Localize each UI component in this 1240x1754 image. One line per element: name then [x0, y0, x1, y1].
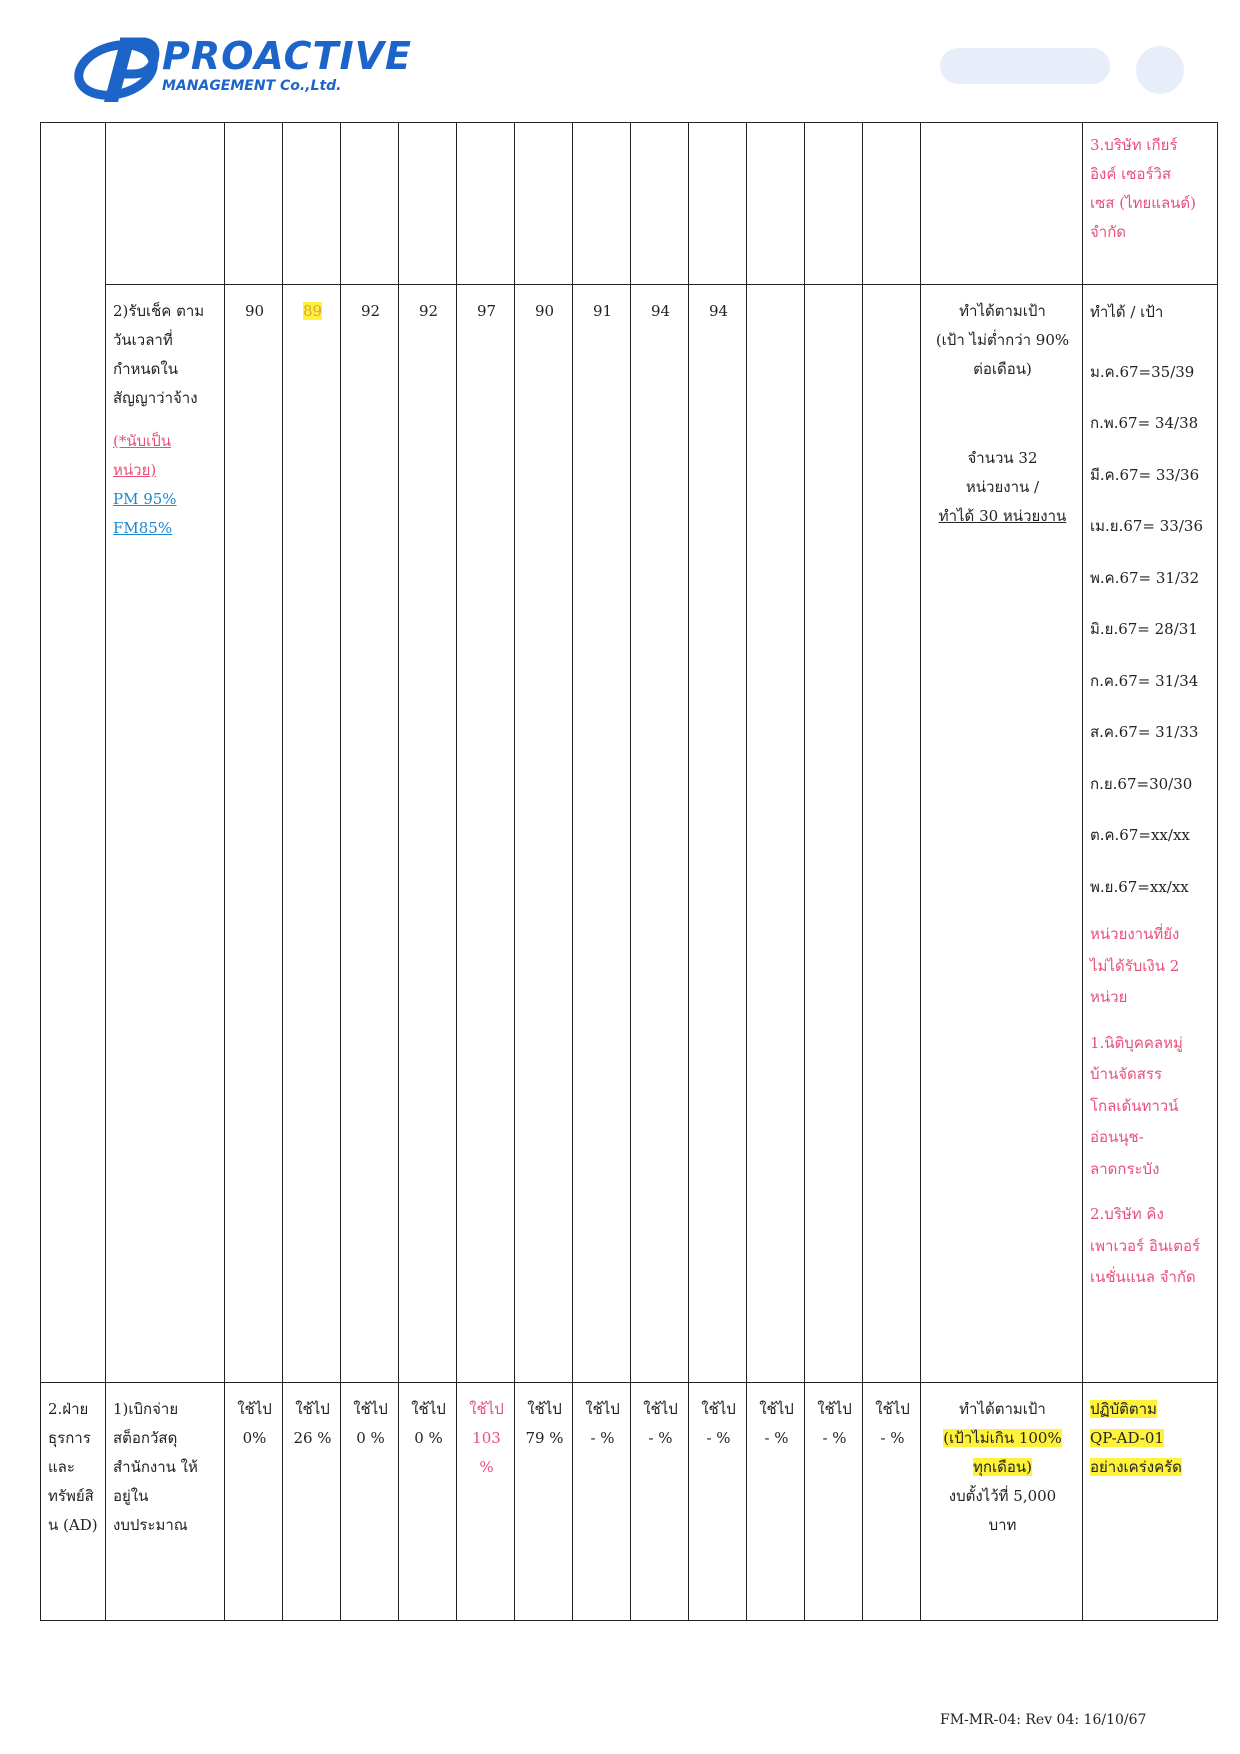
- indicator-note: หน่วย): [113, 461, 157, 479]
- used-value: 0 %: [414, 1429, 443, 1447]
- company-logo: [74, 30, 412, 110]
- result-item: พ.ค.67= 31/32: [1090, 568, 1200, 587]
- month-cell: [805, 1383, 863, 1621]
- indicator-line: สัญญาว่าจ้าง: [113, 389, 198, 407]
- month-cell: [341, 1383, 399, 1621]
- note-highlight: อย่างเคร่งครัด: [1090, 1458, 1182, 1476]
- used-value: - %: [648, 1429, 673, 1447]
- table-row: [41, 1383, 1218, 1621]
- target-line: หน่วยงาน /: [965, 478, 1040, 496]
- used-label: ใช้ไป: [875, 1400, 910, 1418]
- month-cell: [457, 123, 515, 285]
- indicator-line: วันเวลาที่: [113, 331, 173, 349]
- month-cell: [747, 123, 805, 285]
- month-value-highlighted: [283, 285, 341, 1383]
- target-line: (เป้า ไม่ต่ำกว่า 90%: [935, 331, 1070, 349]
- month-cell: [631, 1383, 689, 1621]
- result-item: ส.ค.67= 31/33: [1090, 723, 1199, 741]
- target-line: จำนวน 32: [967, 449, 1038, 467]
- used-label: ใช้ไป: [643, 1400, 678, 1418]
- note-line: จำกัด: [1090, 223, 1127, 241]
- used-value: - %: [590, 1429, 615, 1447]
- month-value: 94: [631, 285, 689, 1383]
- indicator-line: กำหนดใน: [113, 360, 178, 378]
- result-item: ม.ค.67=35/39: [1090, 362, 1195, 381]
- result-item: ก.พ.67= 34/38: [1090, 414, 1199, 432]
- result-item: เม.ย.67= 33/36: [1090, 517, 1203, 535]
- month-value: [805, 285, 863, 1383]
- used-value: - %: [706, 1429, 731, 1447]
- month-cell: [283, 123, 341, 285]
- department-line: น (AD): [48, 1516, 98, 1534]
- budget-line: บาท: [988, 1516, 1017, 1534]
- department-line: ธุรการ: [48, 1429, 91, 1447]
- kpi-table: [40, 122, 1218, 1621]
- table-row: [41, 123, 1218, 285]
- used-value: - %: [880, 1429, 905, 1447]
- unpaid-line: บ้านจัดสรร: [1090, 1065, 1162, 1083]
- target-line: ทำได้ 30 หน่วยงาน: [938, 507, 1067, 525]
- used-value: 0%: [242, 1429, 267, 1447]
- indicator-cell: [106, 285, 225, 1383]
- indicator-line: สต็อกวัสดุ: [113, 1429, 178, 1447]
- used-value: - %: [764, 1429, 789, 1447]
- used-label: ใช้ไป: [585, 1400, 620, 1418]
- month-cell: [689, 1383, 747, 1621]
- month-value: 94: [689, 285, 747, 1383]
- unpaid-line: เนชั่นแนล จำกัด: [1090, 1268, 1196, 1286]
- used-value: 26 %: [293, 1429, 332, 1447]
- indicator-link-fm[interactable]: FM85%: [113, 519, 173, 537]
- used-label: ใช้ไป: [759, 1400, 794, 1418]
- month-cell: [341, 123, 399, 285]
- target-line: ทำได้ตามเป้า: [959, 302, 1046, 320]
- used-value: 103 %: [472, 1429, 501, 1476]
- note-line: เซส (ไทยแลนด์): [1090, 194, 1197, 212]
- logo-emblem-icon: [74, 30, 160, 106]
- target-highlight: (เป้าไม่เกิน 100%: [943, 1429, 1062, 1447]
- indicator-cell: [106, 123, 225, 285]
- highlighted-value: 89: [302, 302, 323, 320]
- used-label: ใช้ไป: [469, 1400, 504, 1418]
- unpaid-line: หน่วยงานที่ยัง: [1090, 925, 1180, 943]
- target-highlight: ทุกเดือน): [973, 1458, 1032, 1476]
- watermark-logo: [940, 40, 1190, 100]
- month-value: 92: [399, 285, 457, 1383]
- used-value: - %: [822, 1429, 847, 1447]
- month-value: 92: [341, 285, 399, 1383]
- unpaid-line: 2.บริษัท คิง: [1090, 1205, 1164, 1223]
- used-label: ใช้ไป: [411, 1400, 446, 1418]
- budget-line: งบตั้งไว้ที่ 5,000: [948, 1487, 1057, 1505]
- month-cell: [225, 1383, 283, 1621]
- indicator-link-pm[interactable]: PM 95%: [113, 490, 177, 508]
- unpaid-note: [1090, 919, 1212, 1294]
- used-label: ใช้ไป: [295, 1400, 330, 1418]
- month-value: 90: [225, 285, 283, 1383]
- department-cell: [41, 1383, 106, 1621]
- note-line: 3.บริษัท เกียร์: [1090, 136, 1178, 154]
- month-cell: [747, 1383, 805, 1621]
- month-cell: [573, 1383, 631, 1621]
- company-name: PROACTIVE: [162, 34, 412, 78]
- target-cell: [921, 285, 1083, 1383]
- month-value: 91: [573, 285, 631, 1383]
- target-cell: [921, 1383, 1083, 1621]
- result-item: ก.ย.67=30/30: [1090, 774, 1193, 793]
- result-item: ต.ค.67=xx/xx: [1090, 826, 1190, 844]
- indicator-note: (*นับเป็น: [113, 432, 172, 450]
- indicator-line: 2)รับเช็ค ตาม: [113, 302, 205, 320]
- month-cell: [399, 1383, 457, 1621]
- used-label: ใช้ไป: [527, 1400, 562, 1418]
- month-cell: [399, 123, 457, 285]
- note-highlight: QP-AD-01: [1090, 1429, 1164, 1447]
- result-item: ก.ค.67= 31/34: [1090, 671, 1199, 690]
- month-cell-over-budget: [457, 1383, 515, 1621]
- target-cell: [921, 123, 1083, 285]
- department-cell: [41, 123, 106, 1383]
- note-cell: [1083, 123, 1218, 285]
- indicator-line: 1)เบิกจ่าย: [113, 1400, 179, 1418]
- month-value: 97: [457, 285, 515, 1383]
- note-line: อิงค์ เซอร์วิส: [1090, 165, 1172, 183]
- result-item: มิ.ย.67= 28/31: [1090, 620, 1198, 638]
- unpaid-line: อ่อนนุช-: [1090, 1128, 1144, 1146]
- month-cell: [573, 123, 631, 285]
- results-cell: [1083, 285, 1218, 1383]
- indicator-cell: [106, 1383, 225, 1621]
- unpaid-line: โกลเด้นทาวน์: [1090, 1096, 1179, 1115]
- indicator-line: อยู่ใน: [113, 1487, 149, 1505]
- month-cell: [283, 1383, 341, 1621]
- month-cell: [805, 123, 863, 285]
- unpaid-line: ไม่ได้รับเงิน 2: [1090, 956, 1180, 975]
- results-header: ทำได้ / เป้า: [1090, 303, 1164, 321]
- department-line: และ: [48, 1458, 75, 1476]
- note-cell: [1083, 1383, 1218, 1621]
- month-cell: [689, 123, 747, 285]
- target-line: ต่อเดือน): [973, 360, 1032, 378]
- result-item: พ.ย.67=xx/xx: [1090, 877, 1189, 896]
- month-cell: [863, 1383, 921, 1621]
- unpaid-line: หน่วย: [1090, 988, 1128, 1006]
- used-value: 79 %: [525, 1429, 564, 1447]
- indicator-line: งบประมาณ: [113, 1516, 188, 1534]
- month-value: 90: [515, 285, 573, 1383]
- month-cell: [863, 123, 921, 285]
- note-highlight: ปฏิบัติตาม: [1090, 1400, 1157, 1418]
- unpaid-line: 1.นิติบุคคลหมู่: [1090, 1033, 1183, 1052]
- month-cell: [225, 123, 283, 285]
- indicator-line: สำนักงาน ให้: [113, 1458, 198, 1476]
- month-cell: [515, 123, 573, 285]
- month-cell: [515, 1383, 573, 1621]
- used-label: ใช้ไป: [817, 1400, 852, 1418]
- company-subtitle: MANAGEMENT Co.,Ltd.: [162, 78, 342, 94]
- used-label: ใช้ไป: [353, 1400, 388, 1418]
- month-cell: [631, 123, 689, 285]
- used-label: ใช้ไป: [701, 1400, 736, 1418]
- target-title: ทำได้ตามเป้า: [959, 1400, 1046, 1418]
- unpaid-line: ลาดกระบัง: [1090, 1159, 1160, 1178]
- used-value: 0 %: [356, 1429, 385, 1447]
- department-line: ทรัพย์สิ: [48, 1487, 94, 1505]
- unpaid-line: เพาเวอร์ อินเตอร์: [1090, 1236, 1201, 1255]
- form-code-footer: FM-MR-04: Rev 04: 16/10/67: [940, 1712, 1147, 1728]
- used-label: ใช้ไป: [237, 1400, 272, 1418]
- results-list: [1090, 347, 1212, 914]
- department-line: 2.ฝ่าย: [48, 1400, 89, 1418]
- table-row: [41, 285, 1218, 1383]
- result-item: มี.ค.67= 33/36: [1090, 465, 1200, 484]
- month-value: [863, 285, 921, 1383]
- month-value: [747, 285, 805, 1383]
